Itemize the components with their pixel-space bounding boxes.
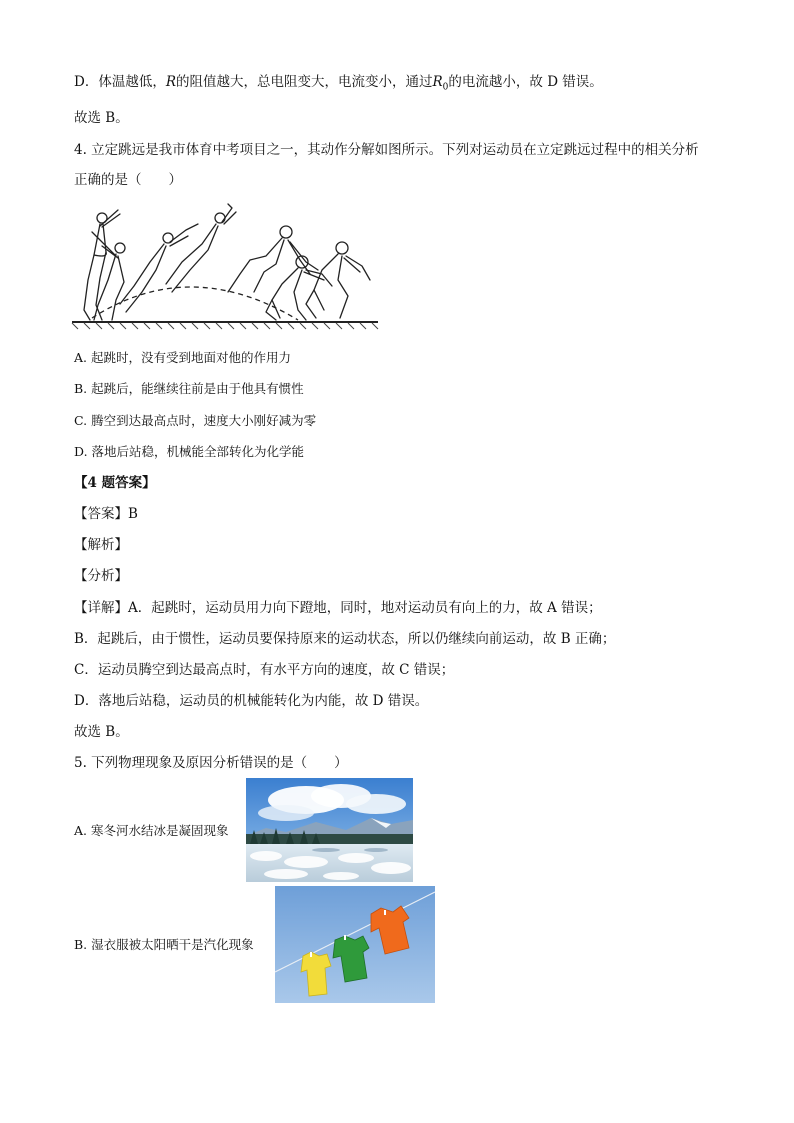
q5-stem: 5. 下列物理现象及原因分析错误的是（ ）	[74, 755, 348, 771]
q4-fenxi-label: 【分析】	[74, 568, 128, 584]
r0-symbol: R	[432, 74, 443, 90]
q4-answer: 【答案】B	[74, 506, 138, 522]
q4-option-d: D. 落地后站稳，机械能全部转化为化学能	[74, 444, 305, 459]
r0-subscript: 0	[442, 82, 449, 93]
q4-analysis-label: 【解析】	[74, 537, 128, 553]
q5-option-a: A. 寒冬河水结冰是凝固现象	[74, 823, 229, 838]
q5-option-b: B. 湿衣服被太阳晒干是汽化现象	[74, 937, 254, 952]
q4-detail-line3: C．运动员腾空到达最高点时，有水平方向的速度，故 C 错误；	[74, 662, 455, 678]
q4-detail-line2: B．起跳后，由于惯性，运动员要保持原来的运动状态，所以仍继续向前运动，故 B 正确；	[74, 631, 616, 647]
q4-answer-header: 【4 题答案】	[74, 475, 156, 491]
q4-option-c: C. 腾空到达最高点时，速度大小刚好减为零	[74, 413, 317, 428]
q4-detail-line1: 【详解】A．起跳时，运动员用力向下蹬地，同时，地对运动员有向上的力，故 A 错误；	[74, 600, 602, 616]
q3-option-d-line	[74, 72, 603, 98]
standing-long-jump-figure	[70, 200, 382, 334]
q3-d-mid: 的阻值越大，总电阻变大，电流变小，通过	[176, 74, 433, 90]
q4-stem-line1: 4. 立定跳远是我市体育中考项目之一，其动作分解如图所示。下列对运动员在立定跳远过程中的相关分析	[74, 142, 699, 158]
q4-conclusion: 故选 B。	[74, 724, 129, 740]
q4-stem-line2: 正确的是（ ）	[74, 172, 182, 188]
q3-d-prefix: D．体温越低，	[74, 74, 166, 90]
frozen-river-photo	[246, 778, 413, 882]
drying-clothes-photo	[275, 886, 435, 1003]
q4-detail-line4: D．落地后站稳，运动员的机械能转化为内能，故 D 错误。	[74, 693, 429, 709]
q4-option-a: A. 起跳时，没有受到地面对他的作用力	[74, 350, 291, 365]
q3-conclusion: 故选 B。	[74, 110, 129, 126]
q3-d-suffix: 的电流越小，故 D 错误。	[448, 74, 603, 90]
r-symbol: R	[165, 74, 176, 90]
q4-option-b: B. 起跳后，能继续往前是由于他具有惯性	[74, 381, 304, 396]
